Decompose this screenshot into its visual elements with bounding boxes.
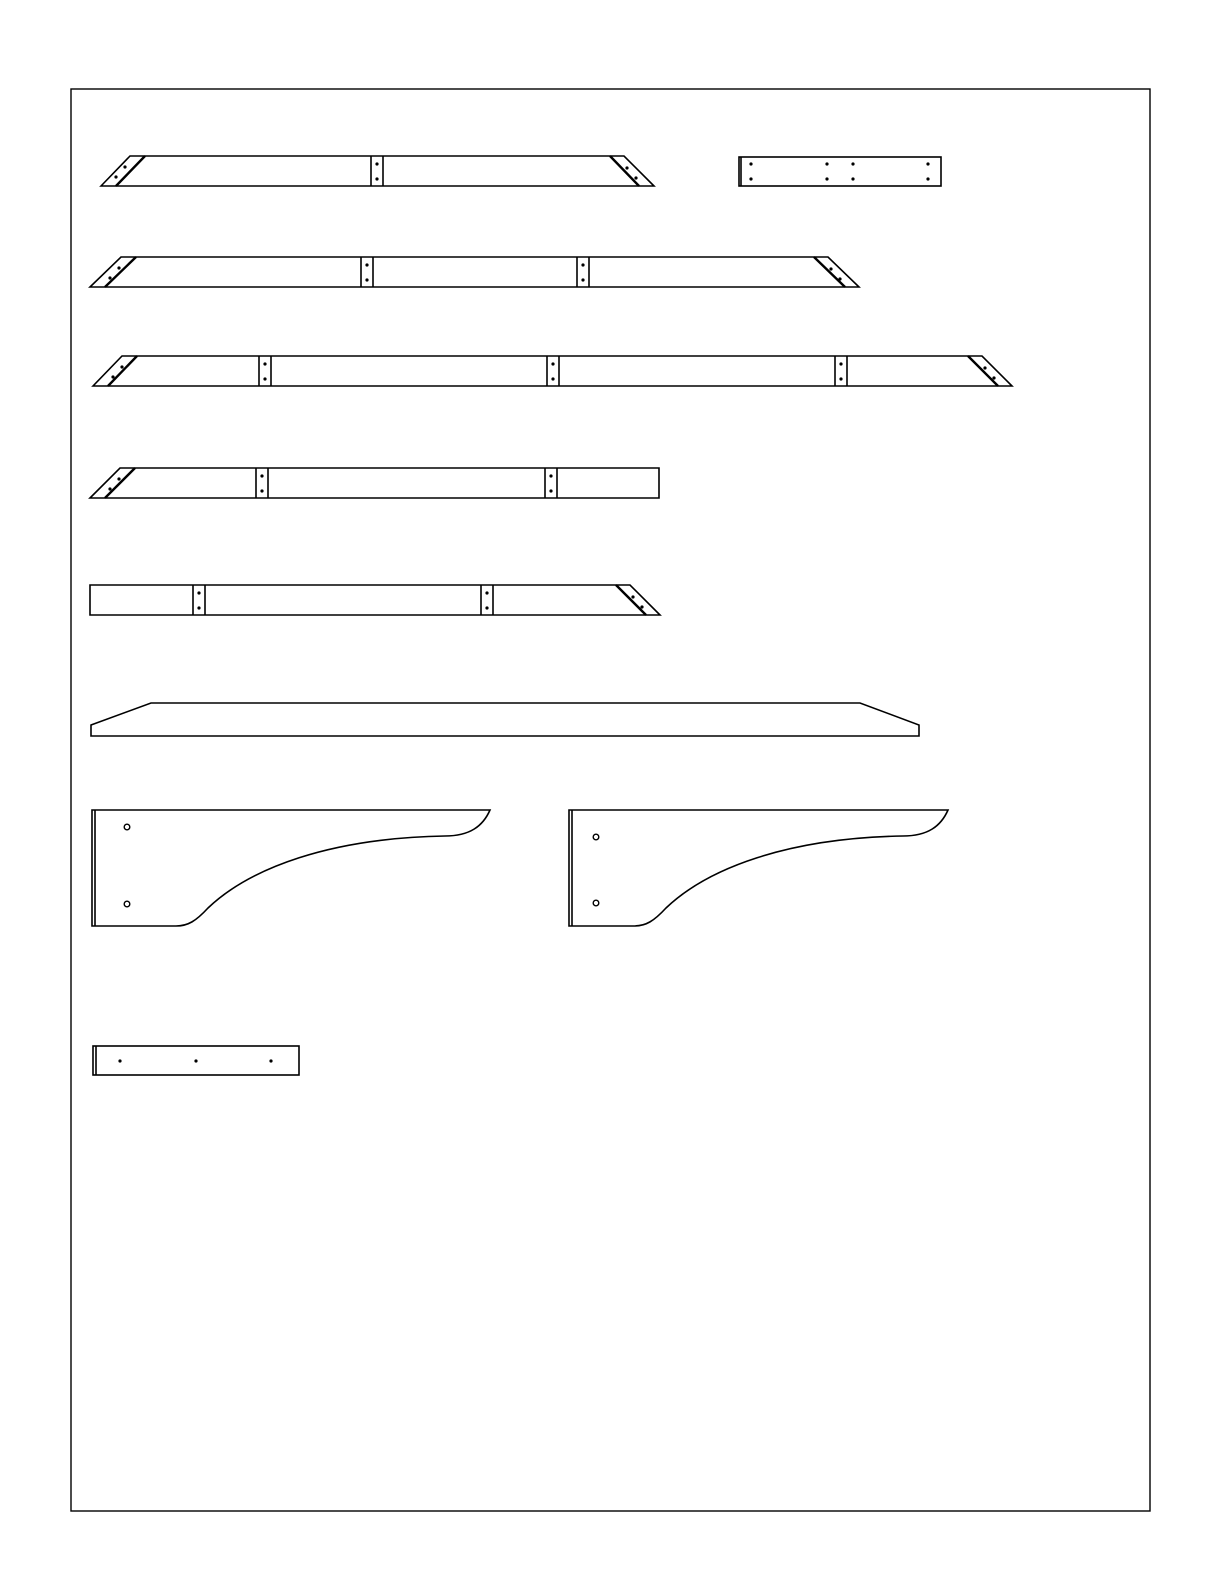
rail-2: [90, 257, 859, 287]
page-border: [71, 89, 1150, 1511]
long-board: [91, 703, 919, 736]
rail-1: [101, 156, 654, 186]
rail-5: [90, 585, 660, 615]
curved-bracket-right: [569, 810, 948, 926]
short-plate: [93, 1046, 299, 1075]
rail-3: [93, 356, 1012, 386]
rail-4: [90, 468, 659, 498]
curved-bracket-left: [92, 810, 490, 926]
plate-top: [739, 157, 941, 186]
